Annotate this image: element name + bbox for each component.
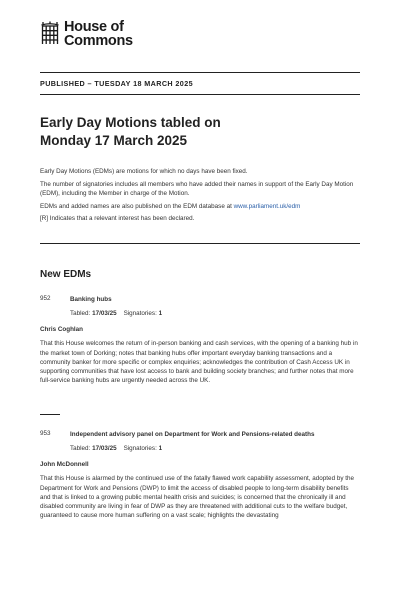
intro-divider <box>40 243 360 244</box>
intro-paragraph-4: [R] Indicates that a relevant interest has been declared. <box>40 215 195 223</box>
logo-line-2: Commons <box>64 33 133 49</box>
logo-line-1: House of <box>64 19 124 35</box>
edm-database-link[interactable]: www.parliament.uk/edm <box>233 202 301 210</box>
edm-meta <box>70 445 360 452</box>
page-title <box>40 114 360 150</box>
edm-text: That this House welcomes the return of in-person banking and cash services, with the opening of a banking hub in the market town of Dorking; notes that banking hubs offer important everyday banking transactions and a community banker for more specific or complex enquiries; acknowledges the contribution of Cash Access UK in supporting communities that have lost access to bank and building society branches; and further notes that more full-service banking hubs are urgently needed across the UK. <box>40 340 358 385</box>
edm-sponsor: Chris Coghlan <box>40 326 84 334</box>
signatories-label: Signatories: <box>123 445 157 453</box>
edm-item <box>40 295 360 386</box>
intro-paragraph-2: The number of signatories includes all members who have added their names in support of the Early Day Motion (EDM), including the Member in charge of the Motion. <box>40 180 354 197</box>
intro-paragraph-3-text: EDMs and added names are also published on the EDM database at <box>40 202 234 210</box>
edm-meta <box>70 310 360 317</box>
title-line-1: Early Day Motions tabled on <box>40 115 221 130</box>
portcullis-icon <box>40 21 60 47</box>
top-divider <box>40 72 360 73</box>
tabled-date: 17/03/25 <box>92 310 117 318</box>
signatories-count: 1 <box>158 445 163 453</box>
tabled-date: 17/03/25 <box>92 445 117 453</box>
intro-section <box>40 167 360 227</box>
edm-separator <box>40 414 60 415</box>
edm-item <box>40 430 360 521</box>
edm-title: Independent advisory panel on Department for Work and Pensions-related deaths <box>70 431 315 438</box>
house-of-commons-logo <box>40 20 133 48</box>
intro-paragraph-1: Early Day Motions (EDMs) are motions for which no days have been fixed. <box>40 168 248 175</box>
intro-paragraph-3 <box>40 202 360 211</box>
edm-sponsor: John McDonnell <box>40 461 89 469</box>
edm-text: That this House is alarmed by the continued use of the fatally flawed work capability assessment, adopted by the Department for Work and Pensions (DWP) to limit the access of disabled people to long-term disability benefits and that is linked to a growing public mental health crisis and suicides; is concerned that the chronically ill and disabled community are living in fear of DWP as they are threatened with additional cuts to the welfare budget, guaranteed to cause more human suffering on a vast scale; highlights the devastating <box>40 475 354 520</box>
tabled-label: Tabled: <box>70 310 91 318</box>
edm-number: 953 <box>40 430 51 437</box>
tabled-label: Tabled: <box>70 445 91 453</box>
signatories-count: 1 <box>158 310 163 318</box>
edm-title: Banking hubs <box>70 296 112 303</box>
published-date: PUBLISHED – TUESDAY 18 MARCH 2025 <box>40 79 194 88</box>
signatories-label: Signatories: <box>123 310 157 318</box>
title-line-2: Monday 17 March 2025 <box>40 133 188 148</box>
section-heading: New EDMs <box>40 269 92 280</box>
published-divider <box>40 94 360 95</box>
edm-number: 952 <box>40 295 51 302</box>
